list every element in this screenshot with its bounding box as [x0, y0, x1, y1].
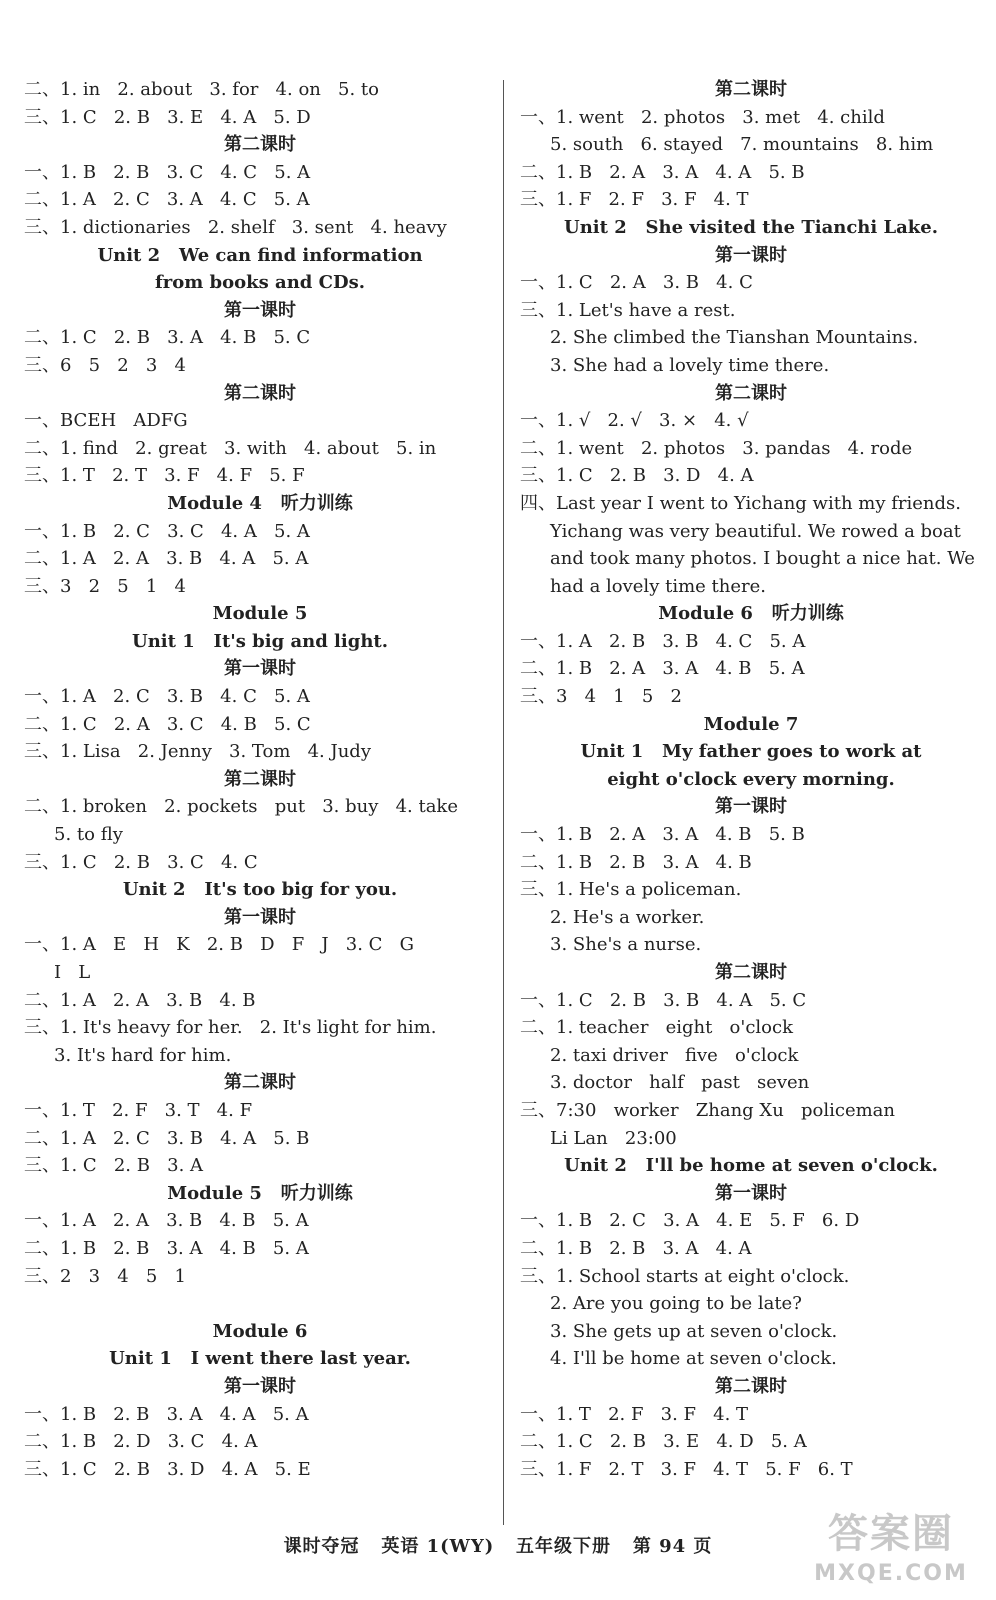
answer-line: 二、1. C 2. B 3. A 4. B 5. C — [24, 327, 311, 349]
answer-line: Yichang was very beautiful. We rowed a boat — [550, 520, 961, 542]
answer-line: 一、1. went 2. photos 3. met 4. child — [520, 106, 885, 128]
section-heading: 第二课时 — [224, 134, 296, 156]
answer-line: 5. south 6. stayed 7. mountains 8. him — [550, 134, 934, 156]
answer-line: 三、1. C 2. B 3. C 4. C — [24, 851, 258, 873]
section-heading: 第二课时 — [224, 1072, 296, 1094]
answer-line: 二、1. B 2. A 3. A 4. B 5. A — [520, 658, 805, 680]
answer-line: 三、3 4 1 5 2 — [520, 686, 682, 708]
section-heading: 第一课时 — [224, 906, 296, 928]
answer-line: 2. He's a worker. — [550, 906, 705, 928]
answer-line: 3. She gets up at seven o'clock. — [550, 1320, 838, 1342]
answer-line: 3. doctor half past seven — [550, 1072, 810, 1094]
answer-line: 三、1. F 2. T 3. F 4. T 5. F 6. T — [520, 1458, 853, 1480]
column-divider — [503, 80, 504, 1525]
answer-line: 二、1. find 2. great 3. with 4. about 5. in — [24, 437, 437, 459]
answer-line: 三、1. dictionaries 2. shelf 3. sent 4. heavy — [24, 216, 447, 238]
answer-line: 三、1. School starts at eight o'clock. — [520, 1265, 850, 1287]
answer-line: 5. to fly — [54, 824, 123, 846]
answer-line: 2. taxi driver five o'clock — [550, 1044, 799, 1066]
section-heading: Module 4 听力训练 — [167, 492, 353, 514]
section-heading: 第二课时 — [715, 1375, 787, 1397]
section-heading: Module 5 听力训练 — [167, 1182, 353, 1204]
answer-line: 二、1. went 2. photos 3. pandas 4. rode — [520, 437, 913, 459]
answer-line: 一、1. B 2. B 3. A 4. A 5. A — [24, 1403, 309, 1425]
answer-line: 一、1. A 2. C 3. B 4. C 5. A — [24, 686, 310, 708]
section-heading: 第一课时 — [224, 1375, 296, 1397]
section-heading: Module 7 — [703, 713, 799, 735]
answer-line: and took many photos. I bought a nice hat. We — [550, 548, 975, 570]
answer-line: 2. She climbed the Tianshan Mountains. — [550, 327, 919, 349]
answer-line: 二、1. teacher eight o'clock — [520, 1017, 793, 1039]
spacer — [24, 1290, 496, 1318]
answer-line: 三、6 5 2 3 4 — [24, 354, 186, 376]
answer-line: 二、1. B 2. B 3. A 4. B — [520, 851, 752, 873]
section-heading: 第二课时 — [224, 768, 296, 790]
section-heading: 第一课时 — [715, 1182, 787, 1204]
watermark-logo — [806, 1508, 976, 1594]
answer-line: 一、1. A 2. A 3. B 4. B 5. A — [24, 1210, 309, 1232]
answer-line: 一、1. A 2. B 3. B 4. C 5. A — [520, 630, 806, 652]
answer-line: 二、1. B 2. D 3. C 4. A — [24, 1431, 258, 1453]
answer-line: had a lovely time there. — [550, 575, 766, 597]
answer-line: 三、1. T 2. T 3. F 4. F 5. F — [24, 465, 305, 487]
answer-line: 三、1. C 2. B 3. A — [24, 1155, 204, 1177]
answer-line: 一、1. B 2. A 3. A 4. B 5. B — [520, 824, 805, 846]
answer-line: 一、1. T 2. F 3. T 4. F — [24, 1099, 253, 1121]
answer-line: 二、1. C 2. B 3. E 4. D 5. A — [520, 1431, 807, 1453]
answer-line: 4. I'll be home at seven o'clock. — [550, 1348, 837, 1370]
section-heading: 第二课时 — [715, 962, 787, 983]
section-heading: Module 6 听力训练 — [658, 603, 844, 625]
answer-line: 二、1. B 2. A 3. A 4. A 5. B — [520, 161, 805, 183]
watermark-text-top: 答案圈 — [828, 1511, 954, 1557]
section-heading: 第一课时 — [224, 658, 296, 680]
answer-line: 一、BCEH ADFG — [24, 410, 188, 432]
section-heading: Unit 2 It's too big for you. — [122, 879, 398, 901]
answer-line: 一、1. √ 2. √ 3. × 4. √ — [520, 410, 749, 432]
section-heading: Module 5 — [212, 603, 308, 625]
answer-line: 三、1. C 2. B 3. E 4. A 5. D — [24, 106, 311, 128]
answer-line: Li Lan 23:00 — [550, 1127, 677, 1149]
section-heading: eight o'clock every morning. — [607, 768, 895, 790]
section-heading: 第一课时 — [715, 244, 787, 266]
section-heading: Unit 2 I'll be home at seven o'clock. — [564, 1155, 938, 1177]
answer-line: 一、1. A E H K 2. B D F J 3. C G — [24, 934, 414, 956]
answer-line: 二、1. A 2. A 3. B 4. B — [24, 989, 256, 1011]
section-heading: Module 6 — [212, 1320, 308, 1342]
answer-line: 二、1. A 2. C 3. B 4. A 5. B — [24, 1127, 310, 1149]
section-heading: 第二课时 — [224, 382, 296, 404]
page-footer: 课时夺冠 英语 1(WY) 五年级下册 第 94 页 — [283, 1536, 713, 1557]
section-heading: Unit 1 I went there last year. — [109, 1348, 411, 1370]
answer-line: 二、1. C 2. A 3. C 4. B 5. C — [24, 713, 311, 735]
left-column — [24, 76, 496, 1483]
answer-line: 二、1. A 2. A 3. B 4. A 5. A — [24, 548, 309, 570]
answer-line: 三、1. C 2. B 3. D 4. A 5. E — [24, 1458, 311, 1480]
section-heading: Unit 2 She visited the Tianchi Lake. — [564, 216, 938, 238]
answer-line: 一、1. T 2. F 3. F 4. T — [520, 1403, 749, 1425]
answer-line: 三、1. It's heavy for her. 2. It's light for him. — [24, 1017, 437, 1039]
answer-line: 2. Are you going to be late? — [550, 1293, 802, 1315]
section-heading: Unit 1 My father goes to work at — [580, 741, 922, 763]
answer-line: 二、1. broken 2. pockets put 3. buy 4. take — [24, 796, 458, 818]
section-heading: Unit 2 We can find information — [97, 244, 423, 266]
answer-line: 三、1. He's a policeman. — [520, 879, 742, 901]
answer-line: 三、1. F 2. F 3. F 4. T — [520, 189, 749, 211]
answer-line: 3. She had a lovely time there. — [550, 354, 830, 376]
answer-line: 三、1. Lisa 2. Jenny 3. Tom 4. Judy — [24, 741, 371, 763]
answer-line: 3. She's a nurse. — [550, 934, 702, 956]
answer-line: 三、1. C 2. B 3. D 4. A — [520, 465, 754, 487]
answer-line: 二、1. in 2. about 3. for 4. on 5. to — [24, 79, 380, 100]
answer-line: I L — [54, 962, 91, 983]
answer-line: 一、1. B 2. B 3. C 4. C 5. A — [24, 161, 311, 183]
answer-line: 三、7:30 worker Zhang Xu policeman — [520, 1099, 896, 1121]
section-heading: 第二课时 — [715, 382, 787, 404]
answer-line: 3. It's hard for him. — [54, 1044, 232, 1066]
answer-line: 一、1. B 2. C 3. A 4. E 5. F 6. D — [520, 1210, 860, 1232]
answer-line: 一、1. C 2. A 3. B 4. C — [520, 272, 753, 294]
answer-line: 二、1. B 2. B 3. A 4. B 5. A — [24, 1237, 309, 1259]
answer-line: 一、1. C 2. B 3. B 4. A 5. C — [520, 989, 807, 1011]
answer-line: 三、2 3 4 5 1 — [24, 1265, 186, 1287]
section-heading: 第二课时 — [715, 79, 787, 100]
answer-line: 三、1. Let's have a rest. — [520, 299, 736, 321]
section-heading: 第一课时 — [715, 796, 787, 818]
section-heading: 第一课时 — [224, 299, 296, 321]
answer-line: 四、Last year I went to Yichang with my friends. — [520, 492, 961, 514]
right-column — [520, 76, 982, 1483]
answer-line: 二、1. B 2. B 3. A 4. A — [520, 1237, 752, 1259]
section-heading: Unit 1 It's big and light. — [132, 630, 388, 652]
watermark-text-bottom: MXQE.COM — [814, 1561, 968, 1586]
answer-line: 三、3 2 5 1 4 — [24, 575, 186, 597]
section-heading: from books and CDs. — [155, 272, 365, 294]
answer-line: 二、1. A 2. C 3. A 4. C 5. A — [24, 189, 310, 211]
answer-line: 一、1. B 2. C 3. C 4. A 5. A — [24, 520, 310, 542]
